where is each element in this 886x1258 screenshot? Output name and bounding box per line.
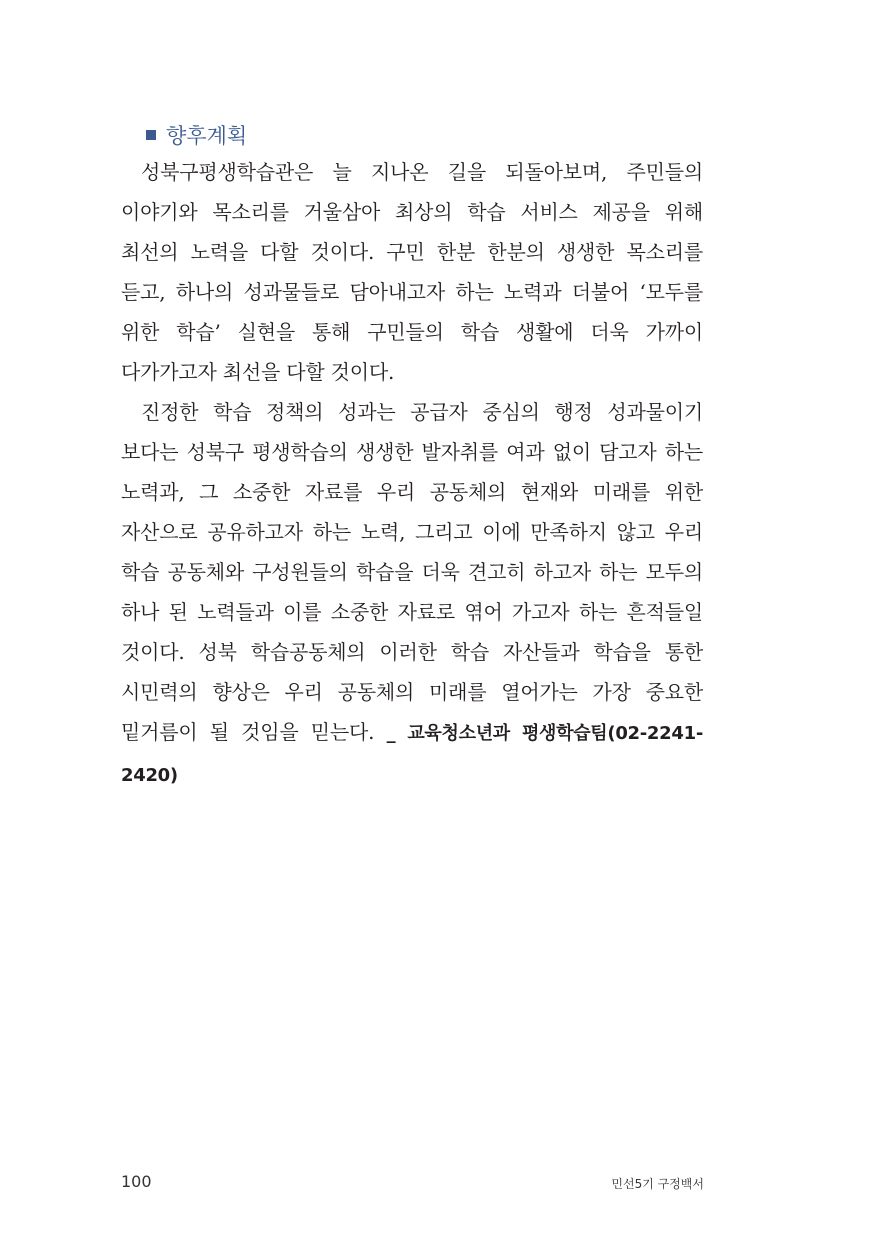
paragraph-1-text: 성북구평생학습관은 늘 지나온 길을 되돌아보며, 주민들의 이야기와 목소리를 거울삼아 최상의 학습 서비스 제공을 위해 최선의 노력을 다할 것이다. 구민 한분 한분의 생생한 목소리를 듣고, 하나의 성과물들로 담아내고자 하는 노력과 더불어 ‘모두를 위한 학습’ 실현을 통해 구민들의 학습 생활에 더욱 가까이 다가가고자 최선을 다할 것이다. [121, 160, 703, 384]
section-heading [146, 118, 247, 152]
paragraph-2-text: 진정한 학습 정책의 성과는 공급자 중심의 행정 성과물이기 보다는 성북구 평생학습의 생생한 발자취를 여과 없이 담고자 하는 노력과, 그 소중한 자료를 우리 공동체의 현재와 미래를 위한 자산으로 공유하고자 하는 노력, 그리고 이에 만족하지 않고 우리 학습 공동체와 구성원들의 학습을 더욱 견고히 하고자 하는 모두의 하나 된 노력들과 이를 소중한 자료로 엮어 가고자 하는 흔적들일 것이다. 성북 학습공동체의 이러한 학습 자산들과 학습을 통한 시민력의 향상은 우리 공동체의 미래를 열어가는 가장 중요한 밑거름이 될 것임을 믿는다. [121, 400, 703, 744]
paragraph-2 [121, 392, 703, 796]
section-heading-text: 향후계획 [166, 124, 248, 148]
paragraph-1 [121, 152, 703, 392]
page-number: 100 [121, 1172, 152, 1191]
department-credit: _ 교육청소년과 평생학습팀(02-2241-2420) [121, 723, 704, 786]
body-text [121, 152, 703, 796]
book-title: 민선5기 구정백서 [611, 1177, 704, 1191]
square-bullet-icon [146, 130, 156, 140]
